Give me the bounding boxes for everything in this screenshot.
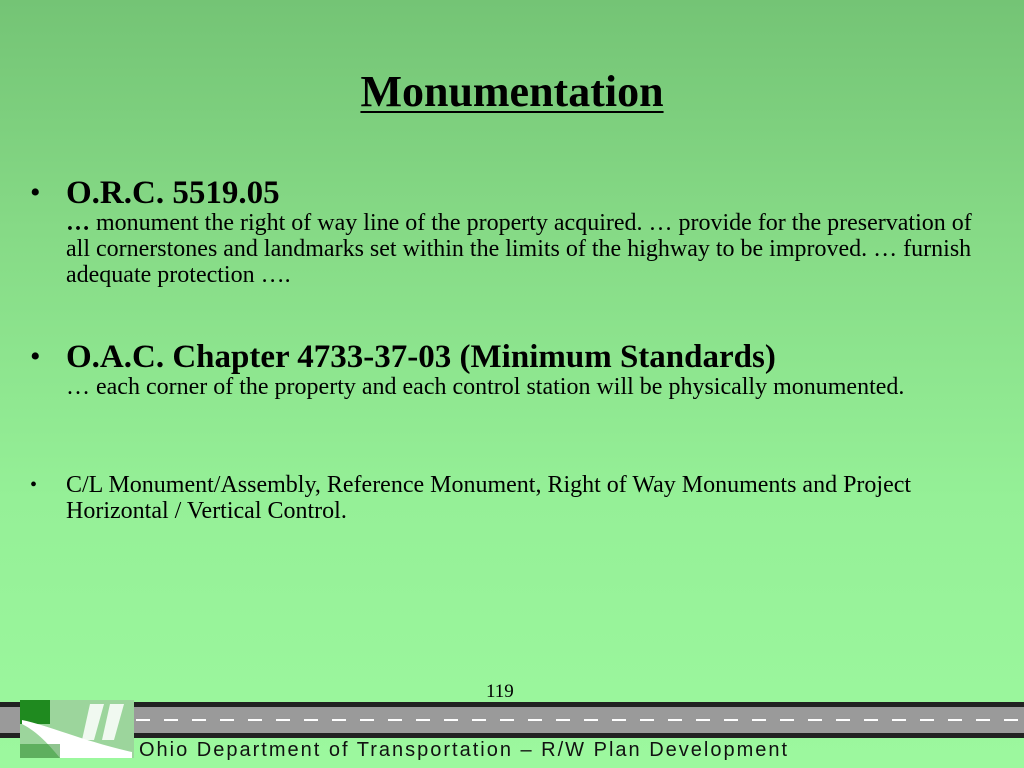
bullet-heading: O.R.C. 5519.05 [66, 175, 280, 211]
bullet-ellipsis: … [66, 210, 90, 236]
page-number: 119 [486, 681, 514, 702]
bullet-body: monument the right of way line of the property acquired. … provide for the preservation of all cornerstones and landmarks set within the limits of the highway to be improved. … furnish adequate protection …. [66, 210, 972, 288]
odot-logo-icon [20, 700, 134, 758]
bullet-body: … each corner of the property and each control station will be physically monumented. [66, 374, 905, 400]
road-stripe-bar [0, 702, 1024, 738]
bullet-oac [30, 340, 1000, 400]
bullet-text [66, 210, 1000, 288]
bullet-marker: • [30, 340, 41, 373]
slide-title: Monumentation [360, 67, 664, 116]
bullet-marker: • [30, 176, 41, 209]
bullet-orc [30, 176, 1000, 288]
footer-organization: Ohio Department of Transportation – R/W Plan Development [139, 739, 790, 761]
bullet-heading: O.A.C. Chapter 4733-37-03 (Minimum Standards) [66, 339, 776, 375]
road-dashes [136, 719, 1024, 721]
bullet-marker: • [30, 474, 38, 496]
bullet-body: C/L Monument/Assembly, Reference Monument, Right of Way Monuments and Project Horizontal / Vertical Control. [66, 472, 912, 524]
bullet-monuments [30, 472, 1000, 524]
